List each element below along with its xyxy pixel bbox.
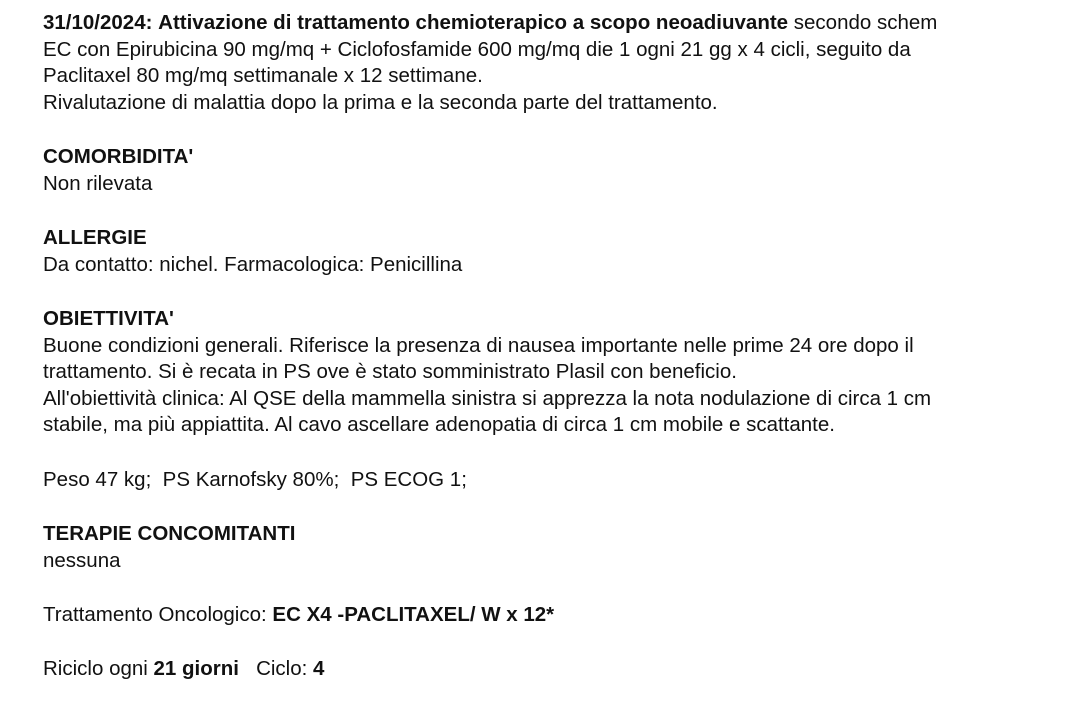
allergie-text: Da contatto: nichel. Farmacologica: Penicillina (43, 252, 463, 276)
ciclo-label: Ciclo: (256, 656, 308, 680)
riciclo-label: Riciclo ogni (43, 656, 148, 680)
obiettivita-heading-text: OBIETTIVITA' (43, 307, 174, 330)
spacer (43, 278, 1080, 306)
riciclo-line (43, 656, 1080, 683)
riciclo-giorni: 21 giorni (153, 656, 239, 680)
comorbidita-heading (43, 144, 1080, 171)
ecog-value: PS ECOG 1; (350, 467, 467, 491)
obiettivita-line: trattamento. Si è recata in PS ove è stato somministrato Plasil con beneficio. (43, 360, 737, 383)
spacer (43, 439, 1080, 467)
comorbidita-text: Non rilevata (43, 171, 153, 195)
spacer (43, 493, 1080, 521)
comorbidita-heading-text: COMORBIDITA' (43, 145, 194, 168)
trattamento-line (43, 602, 1080, 629)
obiettivita-line: Buone condizioni generali. Riferisce la presenza di nausea importante nelle prime 24 ore dopo il (43, 333, 914, 357)
intro-line-2: EC con Epirubicina 90 mg/mq + Ciclofosfamide 600 mg/mq die 1 ogni 21 gg x 4 cicli, seguito da (43, 37, 911, 61)
obiettivita-heading (43, 306, 1080, 333)
spacer (43, 197, 1080, 225)
intro-date: 31/10/2024: (43, 11, 153, 34)
trattamento-label: Trattamento Oncologico: (43, 603, 267, 626)
parametri-line (43, 467, 1080, 494)
terapie-text: nessuna (43, 548, 121, 572)
allergie-heading (43, 225, 1080, 252)
intro-title-rest: secondo schem (793, 11, 938, 34)
trattamento-value: EC X4 -PACLITAXEL/ W x 12* (272, 603, 555, 626)
intro-title: Attivazione di trattamento chemioterapico a scopo neoadiuvante (158, 11, 789, 34)
peso-value: Peso 47 kg; (43, 467, 152, 491)
intro-line-3: Paclitaxel 80 mg/mq settimanale x 12 settimane. (43, 64, 483, 87)
ciclo-value: 4 (313, 656, 325, 680)
spacer (43, 116, 1080, 144)
spacer (43, 629, 1080, 656)
intro-line-4: Rivalutazione di malattia dopo la prima e la seconda parte del trattamento. (43, 90, 718, 114)
allergie-heading-text: ALLERGIE (43, 226, 147, 249)
spacer (43, 574, 1080, 602)
intro-line-1 (43, 10, 1080, 37)
terapie-heading-text: TERAPIE CONCOMITANTI (43, 522, 296, 545)
terapie-heading (43, 521, 1080, 548)
obiettivita-line: stabile, ma più appiattita. Al cavo ascellare adenopatia di circa 1 cm mobile e scattante. (43, 413, 835, 436)
karnofsky-value: PS Karnofsky 80%; (162, 467, 340, 491)
clinical-document (43, 10, 1080, 682)
obiettivita-line: All'obiettività clinica: Al QSE della mammella sinistra si apprezza la nota nodulazione di circa 1 cm (43, 386, 932, 410)
